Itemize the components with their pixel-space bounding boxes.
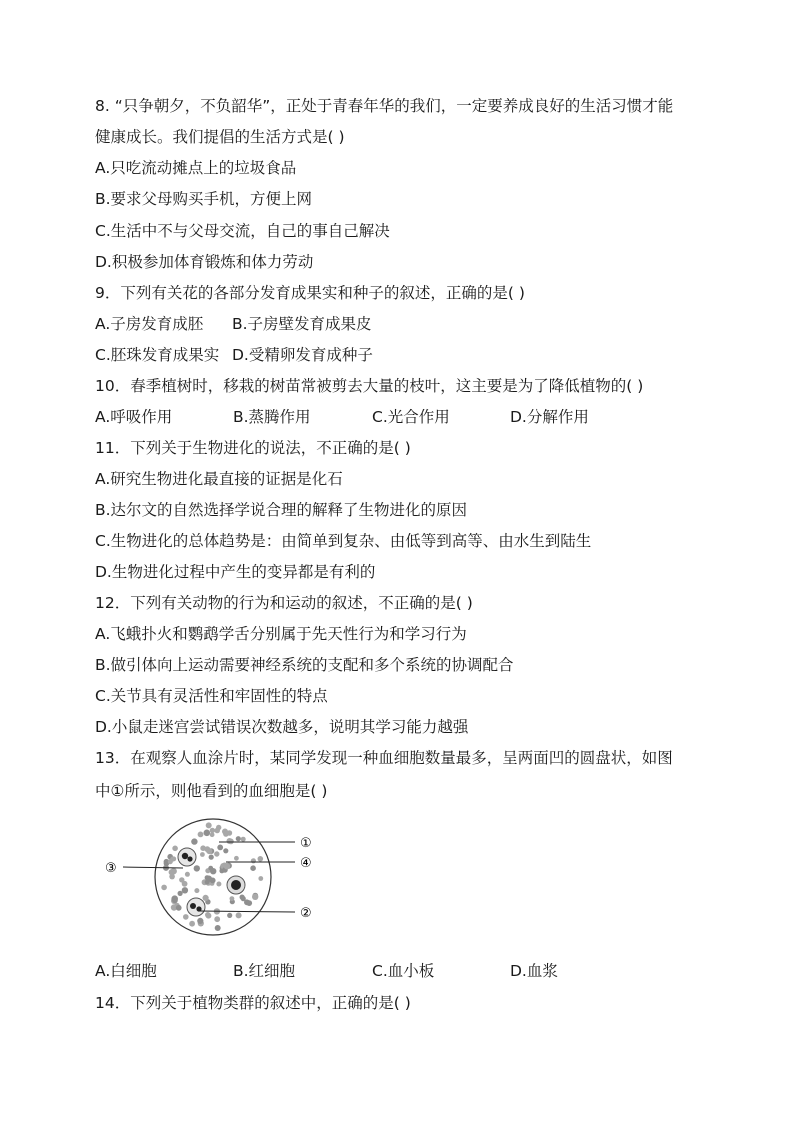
red-blood-cell <box>240 895 245 900</box>
blood-smear-circle <box>155 819 271 935</box>
q9-stem: 9．下列有关花的各部分发育成果实和种子的叙述，正确的是( ) <box>95 284 525 302</box>
q9-options-row2 <box>95 345 715 365</box>
q13-option-b: B.红细胞 <box>233 962 296 980</box>
red-blood-cell <box>230 896 235 901</box>
red-blood-cell <box>246 900 252 906</box>
q13-stem-line1: 13．在观察人血涂片时，某同学发现一种血细胞数量最多，呈两面凹的圆盘状，如图 <box>95 749 673 767</box>
white-blood-cell <box>227 876 245 894</box>
q8-stem-line2: 健康成长。我们提倡的生活方式是( ) <box>95 128 345 146</box>
red-blood-cell <box>194 888 199 893</box>
red-blood-cell <box>236 836 241 841</box>
red-blood-cell <box>206 822 212 828</box>
figure-label-2: ② <box>300 906 312 921</box>
red-blood-cell <box>183 914 189 920</box>
red-blood-cell <box>197 918 203 924</box>
red-blood-cell <box>169 869 175 875</box>
q10-option-d: D.分解作用 <box>510 408 589 426</box>
red-blood-cell <box>205 912 211 918</box>
q14-stem: 14．下列关于植物类群的叙述中，正确的是( ) <box>95 994 411 1012</box>
q9-option-c: C.胚珠发育成果实 <box>95 346 220 364</box>
q11-option-a: A.研究生物进化最直接的证据是化石 <box>95 470 343 488</box>
red-blood-cell <box>189 921 195 927</box>
red-blood-cell <box>258 876 263 881</box>
red-blood-cell <box>198 832 204 838</box>
q9-option-d: D.受精卵发育成种子 <box>232 346 373 364</box>
red-blood-cell <box>172 846 178 852</box>
red-blood-cell <box>203 895 209 901</box>
red-blood-cell <box>210 868 216 874</box>
red-blood-cell <box>209 855 214 860</box>
red-blood-cell <box>223 848 228 853</box>
q13-option-c: C.血小板 <box>372 962 435 980</box>
q9-options-row1 <box>95 314 715 334</box>
red-blood-cell <box>236 912 242 918</box>
red-blood-cell <box>252 894 258 900</box>
red-blood-cell <box>214 916 220 922</box>
red-blood-cell <box>200 845 206 851</box>
q13-options <box>95 961 715 981</box>
red-blood-cell <box>227 913 232 918</box>
red-blood-cell <box>222 829 228 835</box>
red-blood-cell <box>204 830 211 837</box>
red-blood-cell <box>161 885 167 891</box>
white-blood-cell <box>178 848 196 866</box>
red-blood-cell <box>214 828 220 834</box>
red-blood-cell <box>182 887 188 893</box>
red-blood-cell <box>217 845 223 851</box>
q8-option-b: B.要求父母购买手机，方便上网 <box>95 190 313 208</box>
red-blood-cell <box>210 832 215 837</box>
red-blood-cell <box>171 895 178 902</box>
blood-smear-figure <box>95 815 335 955</box>
q13-option-a: A.白细胞 <box>95 962 157 980</box>
q12-option-c: C.关节具有灵活性和牢固性的特点 <box>95 687 328 705</box>
q12-option-d: D.小鼠走迷宫尝试错误次数越多，说明其学习能力越强 <box>95 718 469 736</box>
red-blood-cell <box>251 858 256 863</box>
red-blood-cell <box>250 865 256 871</box>
red-blood-cell <box>234 856 239 861</box>
red-blood-cell <box>241 837 246 842</box>
q12-option-b: B.做引体向上运动需要神经系统的支配和多个系统的协调配合 <box>95 656 514 674</box>
q10-option-b: B.蒸腾作用 <box>233 408 311 426</box>
q11-stem: 11．下列关于生物进化的说法，不正确的是( ) <box>95 439 411 457</box>
q8-option-c: C.生活中不与父母交流，自己的事自己解决 <box>95 222 390 240</box>
red-blood-cell <box>227 838 233 844</box>
figure-label-3: ③ <box>105 861 117 876</box>
q12-stem: 12．下列有关动物的行为和运动的叙述，不正确的是( ) <box>95 594 473 612</box>
q10-stem: 10．春季植树时，移栽的树苗常被剪去大量的枝叶，这主要是为了降低植物的( ) <box>95 377 644 395</box>
q13-stem-line2: 中①所示，则他看到的血细胞是( ) <box>95 782 328 800</box>
q8-option-a: A.只吃流动摊点上的垃圾食品 <box>95 159 297 177</box>
q11-option-b: B.达尔文的自然选择学说合理的解释了生物进化的原因 <box>95 501 468 519</box>
q12-option-a: A.飞蛾扑火和鹦鹉学舌分别属于先天性行为和学习行为 <box>95 625 467 643</box>
red-blood-cell <box>224 863 230 869</box>
red-blood-cell <box>170 857 175 862</box>
q10-options <box>95 407 715 427</box>
red-blood-cell <box>178 891 183 896</box>
q8-option-d: D.积极参加体育锻炼和体力劳动 <box>95 253 314 271</box>
red-blood-cell <box>210 828 215 833</box>
red-blood-cell <box>215 925 221 931</box>
white-blood-cell <box>187 898 205 916</box>
figure-label-4: ④ <box>300 856 312 871</box>
red-blood-cell <box>216 882 221 887</box>
red-blood-cell <box>205 880 210 885</box>
q8-stem-line1: 8. “只争朝夕，不负韶华”，正处于青春年华的我们，一定要养成良好的生活习惯才能 <box>95 97 674 115</box>
q11-option-c: C.生物进化的总体趋势是：由简单到复杂、由低等到高等、由水生到陆生 <box>95 532 592 550</box>
q10-option-c: C.光合作用 <box>372 408 450 426</box>
red-blood-cell <box>185 872 190 877</box>
red-blood-cell <box>214 851 219 856</box>
q11-option-d: D.生物进化过程中产生的变异都是有利的 <box>95 563 376 581</box>
q13-option-d: D.血浆 <box>510 962 558 980</box>
red-blood-cell <box>191 838 197 844</box>
red-blood-cell <box>200 852 205 857</box>
red-blood-cell <box>206 848 212 854</box>
red-blood-cell <box>194 865 200 871</box>
red-blood-cell <box>258 856 264 862</box>
figure-label-1: ① <box>300 836 312 851</box>
q9-option-a: A.子房发育成胚 <box>95 315 204 333</box>
red-blood-cell <box>176 905 182 911</box>
q9-option-b: B.子房壁发育成果皮 <box>232 315 372 333</box>
q10-option-a: A.呼吸作用 <box>95 408 173 426</box>
red-blood-cell <box>182 881 188 887</box>
